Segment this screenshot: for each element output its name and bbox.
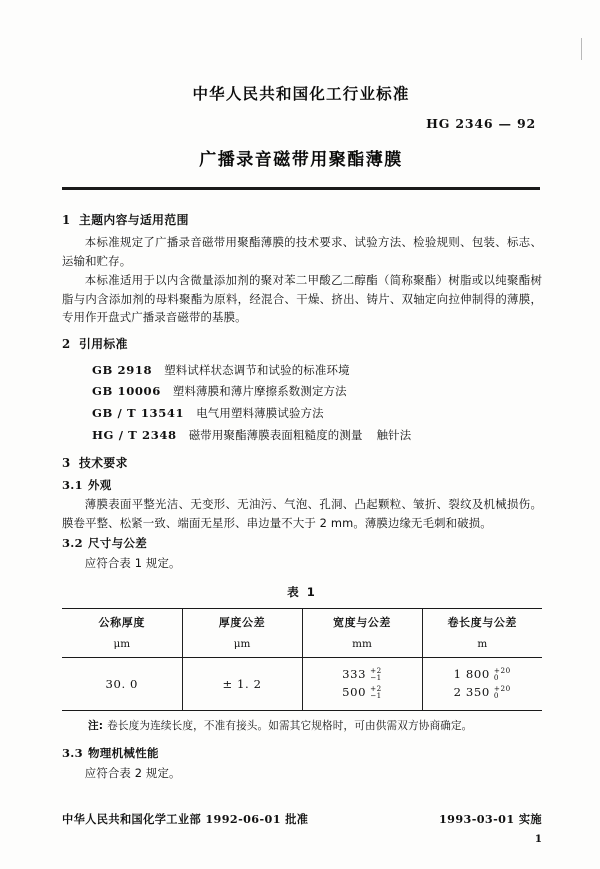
reference-name: 电气用塑料薄膜试验方法 bbox=[196, 406, 324, 421]
cell-thickness-tolerance: ± 1. 2 bbox=[182, 657, 302, 710]
tolerance-fraction bbox=[494, 667, 511, 682]
masthead bbox=[62, 82, 540, 170]
column-header-roll-length-tolerance bbox=[422, 609, 542, 658]
cell-width-tolerance bbox=[302, 657, 422, 710]
cell-nominal-thickness: 30. 0 bbox=[62, 657, 182, 710]
table-1-container bbox=[62, 583, 542, 735]
tolerance-minus: −1 bbox=[370, 691, 382, 701]
table-1-caption: 表 1 bbox=[287, 585, 317, 600]
tolerance-plus: +20 bbox=[493, 683, 511, 693]
section-3-2-title: 尺寸与公差 bbox=[88, 536, 147, 551]
column-unit: μm bbox=[233, 638, 251, 651]
section-3-2-paragraph: 应符合表 1 规定。 bbox=[84, 555, 181, 570]
section-3-1-paragraph: 薄膜表面平整光洁、无变形、无油污、气泡、孔洞、凸起颗粒、皱折、裂纹及机械损伤。膜卷平整、松紧一致、端面无星形、串边量不大于 2 mm。薄膜边缘无毛刺和破损。 bbox=[62, 497, 542, 530]
implementation-date: 1993-03-01 实施 bbox=[438, 812, 542, 826]
column-unit: μm bbox=[113, 638, 131, 651]
width-value-1 bbox=[305, 666, 420, 684]
table-row bbox=[62, 657, 542, 710]
reference-name: 塑料试样状态调节和试验的标准环境 bbox=[164, 362, 350, 377]
roll-length-value-2 bbox=[425, 684, 541, 702]
document-body bbox=[62, 202, 542, 782]
column-header-width-tolerance bbox=[302, 609, 422, 658]
column-unit: m bbox=[477, 638, 488, 651]
section-3-3-number: 3.3 bbox=[62, 746, 83, 761]
specification-table bbox=[62, 608, 542, 711]
section-1-heading bbox=[62, 211, 542, 230]
column-unit: mm bbox=[352, 638, 372, 651]
list-item bbox=[62, 426, 542, 445]
column-label: 卷长度与公差 bbox=[447, 616, 518, 630]
tolerance-minus: 0 bbox=[493, 673, 500, 683]
list-item bbox=[62, 361, 542, 380]
tolerance-fraction bbox=[494, 685, 511, 700]
tolerance-minus: 0 bbox=[493, 691, 500, 701]
section-3-heading bbox=[62, 454, 542, 473]
standard-code: HG 2346 — 92 bbox=[426, 116, 536, 131]
list-item bbox=[62, 382, 542, 401]
table-body bbox=[62, 657, 542, 710]
tolerance-fraction bbox=[370, 667, 382, 682]
section-1-number: 1 bbox=[62, 213, 71, 227]
section-3-1-title: 外观 bbox=[88, 477, 112, 492]
section-3-title: 技术要求 bbox=[79, 455, 128, 470]
section-3-3-paragraph: 应符合表 2 规定。 bbox=[84, 765, 181, 780]
reference-name: 磁带用聚酯薄膜表面粗糙度的测量 bbox=[188, 427, 363, 442]
tolerance-plus: +2 bbox=[370, 665, 382, 675]
section-1-title: 主题内容与适用范围 bbox=[79, 213, 189, 227]
tolerance-fraction bbox=[370, 685, 382, 700]
reference-name: 塑料薄膜和薄片摩擦系数测定方法 bbox=[172, 384, 347, 399]
column-header-nominal-thickness bbox=[62, 609, 182, 658]
column-label: 宽度与公差 bbox=[333, 616, 391, 630]
note-text: 卷长度为连续长度，不准有接头。如需其它规格时，可由供需双方协商确定。 bbox=[107, 719, 473, 732]
list-item bbox=[62, 404, 542, 423]
section-3-3-title: 物理机械性能 bbox=[88, 746, 159, 761]
column-label: 厚度公差 bbox=[218, 616, 266, 630]
section-2-number: 2 bbox=[62, 337, 71, 352]
page-footer bbox=[62, 811, 542, 827]
column-header-thickness-tolerance bbox=[182, 609, 302, 658]
width-value: 333 bbox=[342, 666, 367, 681]
note-label: 注: bbox=[88, 719, 104, 732]
table-header-row bbox=[62, 609, 542, 658]
section-3-2-heading bbox=[62, 534, 542, 553]
section-1-paragraph-1: 本标准规定了广播录音磁带用聚酯薄膜的技术要求、试验方法、检验规则、包装、标志、运输和贮存。 bbox=[62, 235, 542, 268]
table-header bbox=[62, 609, 542, 658]
page-title: 广播录音磁带用聚酯薄膜 bbox=[199, 150, 403, 170]
cell-roll-length-tolerance bbox=[422, 657, 542, 710]
roll-length-value-1 bbox=[425, 666, 541, 684]
section-3-1-number: 3.1 bbox=[62, 477, 83, 492]
page-corner-tick bbox=[581, 38, 582, 60]
section-2-heading bbox=[62, 335, 542, 354]
referenced-standards-list bbox=[62, 361, 542, 445]
reference-code: GB 10006 bbox=[92, 384, 161, 399]
roll-length-value: 2 350 bbox=[453, 684, 490, 699]
approval-statement: 中华人民共和国化学工业部 1992-06-01 批准 bbox=[62, 812, 309, 826]
section-3-number: 3 bbox=[62, 455, 71, 470]
tolerance-minus: −1 bbox=[370, 673, 382, 683]
page-number: 1 bbox=[534, 833, 542, 845]
table-1-note bbox=[62, 718, 542, 735]
width-value-2 bbox=[305, 684, 420, 702]
standard-organization: 中华人民共和国化工行业标准 bbox=[192, 85, 410, 103]
column-label: 公称厚度 bbox=[98, 616, 145, 630]
section-3-2-number: 3.2 bbox=[62, 536, 83, 551]
section-1-paragraph-2: 本标准适用于以内含微量添加剂的聚对苯二甲酸乙二醇酯（简称聚酯）树脂或以纯聚酯树脂与内含添加剂的母料聚酯为原料，经混合、干燥、挤出、铸片、双轴定向拉伸制得的薄膜，专用作开盘式广播录音磁带的基膜。 bbox=[62, 273, 542, 324]
header-divider bbox=[62, 187, 540, 190]
section-3-1-heading bbox=[62, 476, 542, 495]
reference-code: GB 2918 bbox=[92, 362, 153, 377]
tolerance-plus: +20 bbox=[493, 665, 511, 675]
reference-extra: 触针法 bbox=[376, 427, 412, 442]
reference-code: HG / T 2348 bbox=[92, 427, 177, 442]
roll-length-value: 1 800 bbox=[453, 666, 490, 681]
section-3-3-heading bbox=[62, 744, 542, 763]
width-value: 500 bbox=[342, 684, 367, 699]
reference-code: GB / T 13541 bbox=[92, 406, 185, 421]
tolerance-plus: +2 bbox=[370, 683, 382, 693]
section-2-title: 引用标准 bbox=[79, 337, 128, 352]
